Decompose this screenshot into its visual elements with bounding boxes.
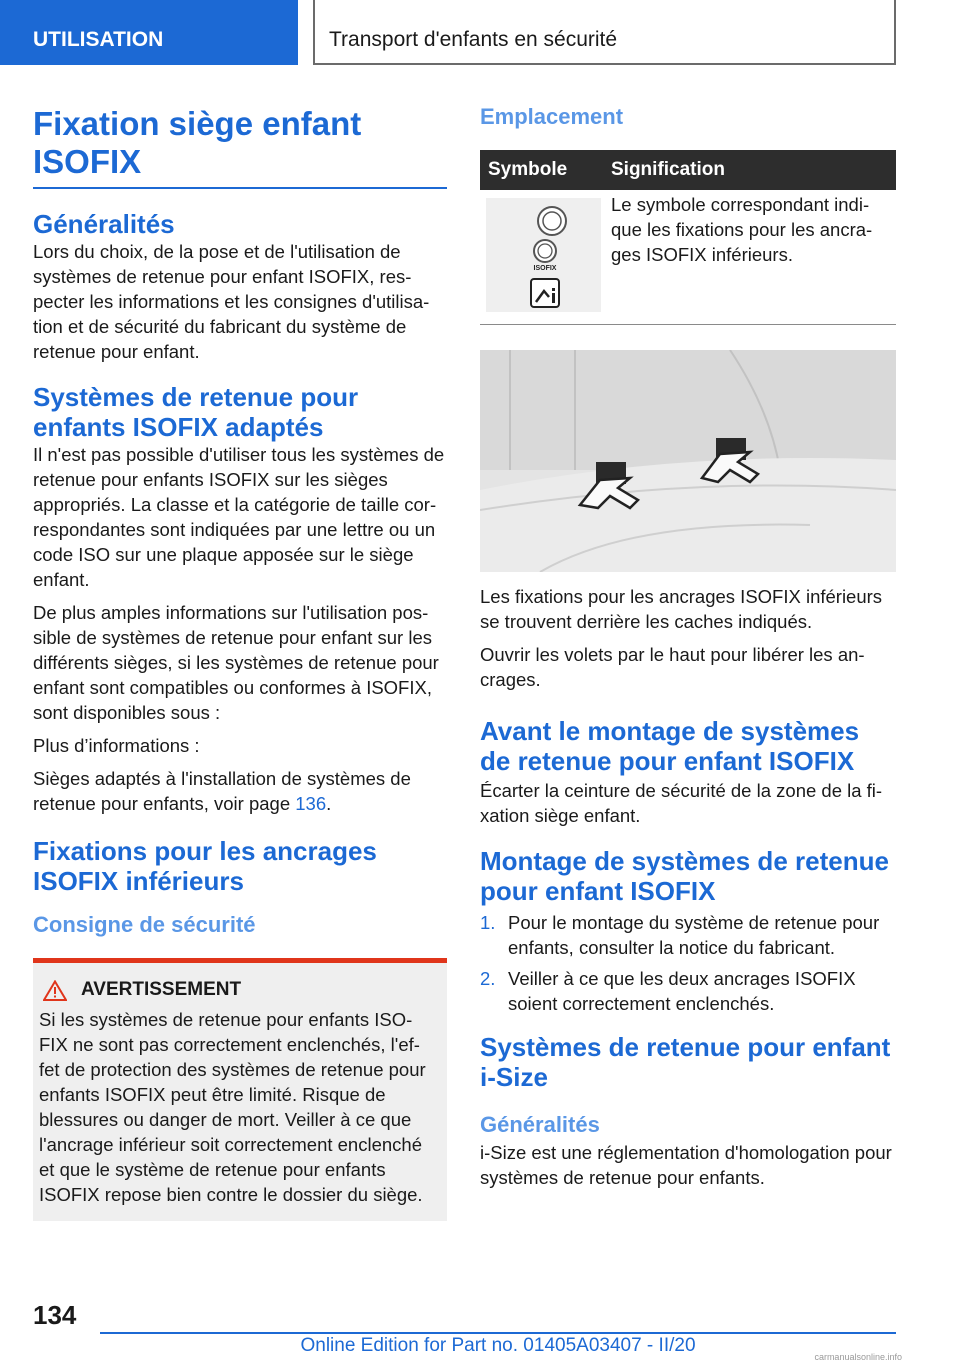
warning-text: Si les systèmes de retenue pour enfants ISO-FIX ne sont pas correctement enclenchés, l'ef-fet de protection des systèmes de retenue pour enfants ISOFIX peut être limité. Risque de blessures ou danger de mort. Veiller à ce que l'ancrage inférieur soit correctement enclenché et que le système de retenue pour enfants ISOFIX repose bien contre le dossier du siège. — [39, 1009, 426, 1205]
isize-heading: Systèmes de retenue pour enfant i-Size — [480, 1032, 891, 1092]
warning-header — [39, 979, 439, 1001]
systemes-text-2: De plus amples informations sur l'utilisation pos-sible de systèmes de retenue pour enfant sur les différents sièges, si les systèmes de retenue pour enfant sont compatibles ou conformes à ISOFIX, sont disponibles sous : — [33, 602, 439, 723]
warning-triangle-icon — [43, 980, 67, 1001]
emplacement-heading: Emplacement — [480, 104, 624, 129]
isize-subheading: Généralités — [480, 1112, 600, 1137]
systemes-text-1: Il n'est pas possible d'utiliser tous les systèmes de retenue pour enfants ISOFIX sur les sièges appropriés. La classe et la catégorie de taille cor-respondantes sont indiquées par une lettre ou un code ISO sur une plaque apposée sur le siège enfant. — [33, 444, 445, 590]
montage-steps — [480, 910, 896, 1016]
isofix-symbol-label: ISOFIX — [533, 265, 557, 272]
systemes-text-3: Plus d’informations : — [33, 735, 200, 756]
table-header-symbole: Symbole — [480, 150, 603, 190]
fixations-heading: Fixations pour les ancrages ISOFIX inférieurs — [33, 836, 377, 896]
meaning-text: Le symbole correspondant indi-que les fixations pour les ancra-ges ISOFIX inférieurs. — [611, 194, 873, 265]
isofix-symbols — [486, 198, 601, 312]
image-caption-2: Ouvrir les volets par le haut pour libérer les an-crages. — [480, 644, 865, 690]
avant-text: Écarter la ceinture de sécurité de la zone de la fi-xation siège enfant. — [480, 780, 883, 826]
page-title: Fixation siège enfant ISOFIX — [33, 105, 447, 189]
watermark: carmanualsonline.info — [814, 1352, 902, 1362]
consigne-heading: Consigne de sécurité — [33, 912, 256, 937]
period: . — [326, 793, 332, 814]
section-title: Transport d'enfants en sécurité — [313, 0, 896, 65]
isofix-symbol-icon — [486, 198, 601, 312]
footer-edition: Online Edition for Part no. 01405A03407 - II/20 — [300, 1335, 696, 1356]
isofix-seat-image — [480, 350, 896, 572]
step-number: 2. — [480, 968, 496, 989]
table-header-signification: Signification — [603, 150, 896, 190]
symbol-table — [480, 150, 896, 325]
footer-divider — [100, 1332, 896, 1334]
systemes-text-4 — [33, 766, 447, 816]
table-row — [480, 190, 896, 325]
warning-box — [33, 958, 447, 1221]
chapter-tab: UTILISATION — [0, 0, 298, 65]
montage-heading: Montage de systèmes de retenue pour enfant ISOFIX — [480, 846, 889, 906]
page-link[interactable]: 136 — [295, 793, 327, 814]
list-item — [480, 966, 896, 1016]
step-text: Pour le montage du système de retenue pour enfants, consulter la notice du fabricant. — [508, 912, 880, 958]
systemes-text-4-body: Sièges adaptés à l'installation de systèmes de retenue pour enfants, voir page — [33, 768, 411, 814]
step-text: Veiller à ce que les deux ancrages ISOFIX soient correctement enclenchés. — [508, 968, 856, 1014]
page-number: 134 — [33, 1300, 77, 1330]
right-column — [480, 100, 896, 1190]
meaning-cell — [603, 190, 896, 325]
avant-heading: Avant le montage de systèmes de retenue pour enfant ISOFIX — [480, 716, 860, 776]
systemes-heading: Systèmes de retenue pour enfants ISOFIX adaptés — [33, 382, 359, 442]
isize-text: i-Size est une réglementation d'homologation pour systèmes de retenue pour enfants. — [480, 1142, 892, 1188]
list-item — [480, 910, 896, 960]
generalites-text: Lors du choix, de la pose et de l'utilisation de systèmes de retenue pour enfant ISOFIX, res-pecter les informations et les consignes d'utilisa-tion et de sécurité du fabricant du système de retenue pour enfant. — [33, 241, 430, 362]
image-caption-1: Les fixations pour les ancrages ISOFIX inférieurs se trouvent derrière les caches indiqués. — [480, 586, 883, 632]
table-header-row — [480, 150, 896, 190]
step-number: 1. — [480, 912, 496, 933]
warning-label: AVERTISSEMENT — [81, 979, 242, 1000]
left-column — [33, 100, 447, 1221]
symbol-cell — [480, 190, 603, 325]
generalites-heading: Généralités — [33, 209, 175, 239]
